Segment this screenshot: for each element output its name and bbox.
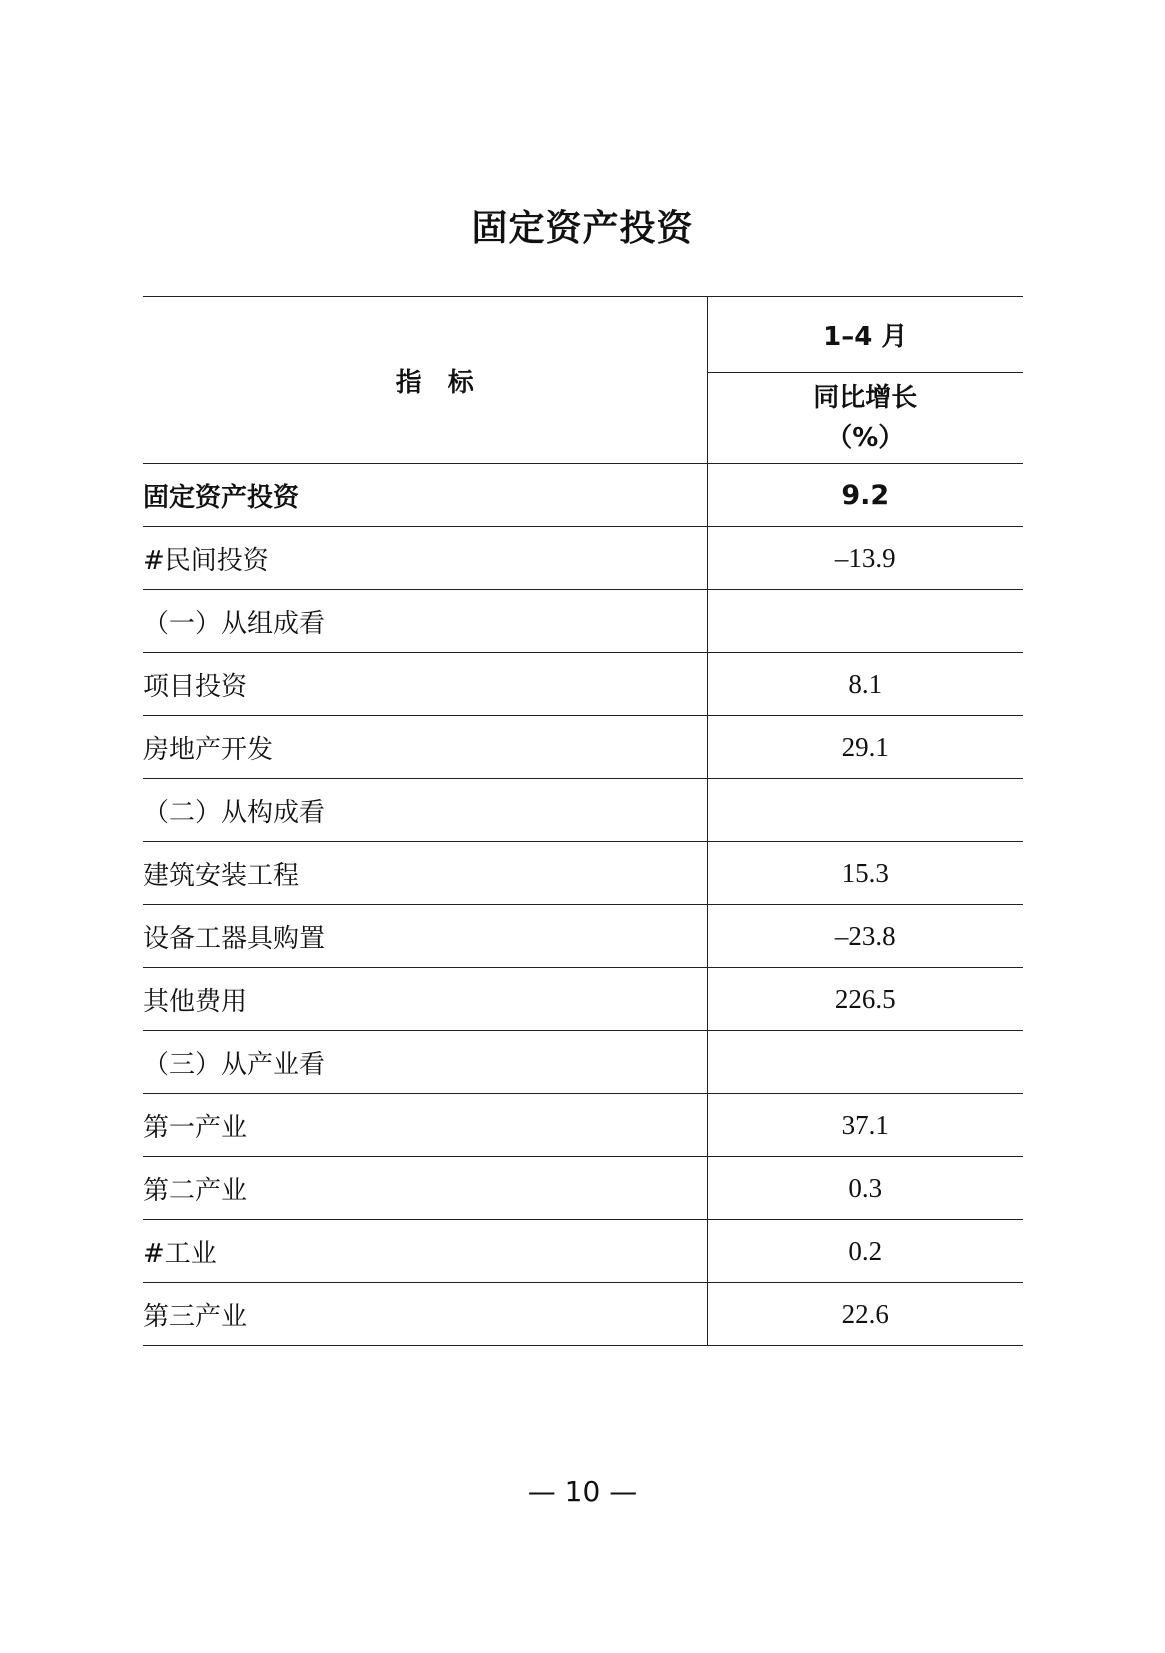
fixed-asset-investment-table <box>143 296 1023 1346</box>
table-row <box>143 968 1023 1031</box>
indicator-column-header: 指 标 <box>143 297 707 464</box>
table-row <box>143 1283 1023 1346</box>
row-label: （二）从构成看 <box>143 779 707 842</box>
row-value: 9.2 <box>707 464 1023 527</box>
row-label: 房地产开发 <box>143 716 707 779</box>
table-row <box>143 1220 1023 1283</box>
table-row <box>143 842 1023 905</box>
table-row <box>143 527 1023 590</box>
table-row <box>143 779 1023 842</box>
table-row <box>143 590 1023 653</box>
table-row <box>143 905 1023 968</box>
period-column-header: 1–4 月 <box>707 297 1023 373</box>
row-value <box>707 779 1023 842</box>
row-label: 固定资产投资 <box>143 464 707 527</box>
row-label: （一）从组成看 <box>143 590 707 653</box>
row-value: 8.1 <box>707 653 1023 716</box>
row-label: 第一产业 <box>143 1094 707 1157</box>
row-label: 项目投资 <box>143 653 707 716</box>
table-row <box>143 716 1023 779</box>
row-label: 建筑安装工程 <box>143 842 707 905</box>
table-row <box>143 464 1023 527</box>
measure-column-header <box>707 373 1023 464</box>
row-label: #民间投资 <box>143 527 707 590</box>
row-value: 37.1 <box>707 1094 1023 1157</box>
row-value: 22.6 <box>707 1283 1023 1346</box>
row-value <box>707 1031 1023 1094</box>
measure-header-line2: （%） <box>826 423 905 453</box>
page-title: 固定资产投资 <box>471 208 694 249</box>
row-value: 0.2 <box>707 1220 1023 1283</box>
row-value <box>707 590 1023 653</box>
row-label: 设备工器具购置 <box>143 905 707 968</box>
table-row <box>143 653 1023 716</box>
page-number: — 10 — <box>527 1475 638 1508</box>
table-row <box>143 1157 1023 1220</box>
row-value: 29.1 <box>707 716 1023 779</box>
row-value: –13.9 <box>707 527 1023 590</box>
row-value: 0.3 <box>707 1157 1023 1220</box>
row-label: #工业 <box>143 1220 707 1283</box>
row-value: 226.5 <box>707 968 1023 1031</box>
table-row <box>143 1094 1023 1157</box>
row-label: 第二产业 <box>143 1157 707 1220</box>
row-value: –23.8 <box>707 905 1023 968</box>
row-label: （三）从产业看 <box>143 1031 707 1094</box>
row-label: 第三产业 <box>143 1283 707 1346</box>
row-label: 其他费用 <box>143 968 707 1031</box>
row-value: 15.3 <box>707 842 1023 905</box>
table-header-row <box>143 297 1023 373</box>
measure-header-line1: 同比增长 <box>813 383 918 413</box>
table-row <box>143 1031 1023 1094</box>
